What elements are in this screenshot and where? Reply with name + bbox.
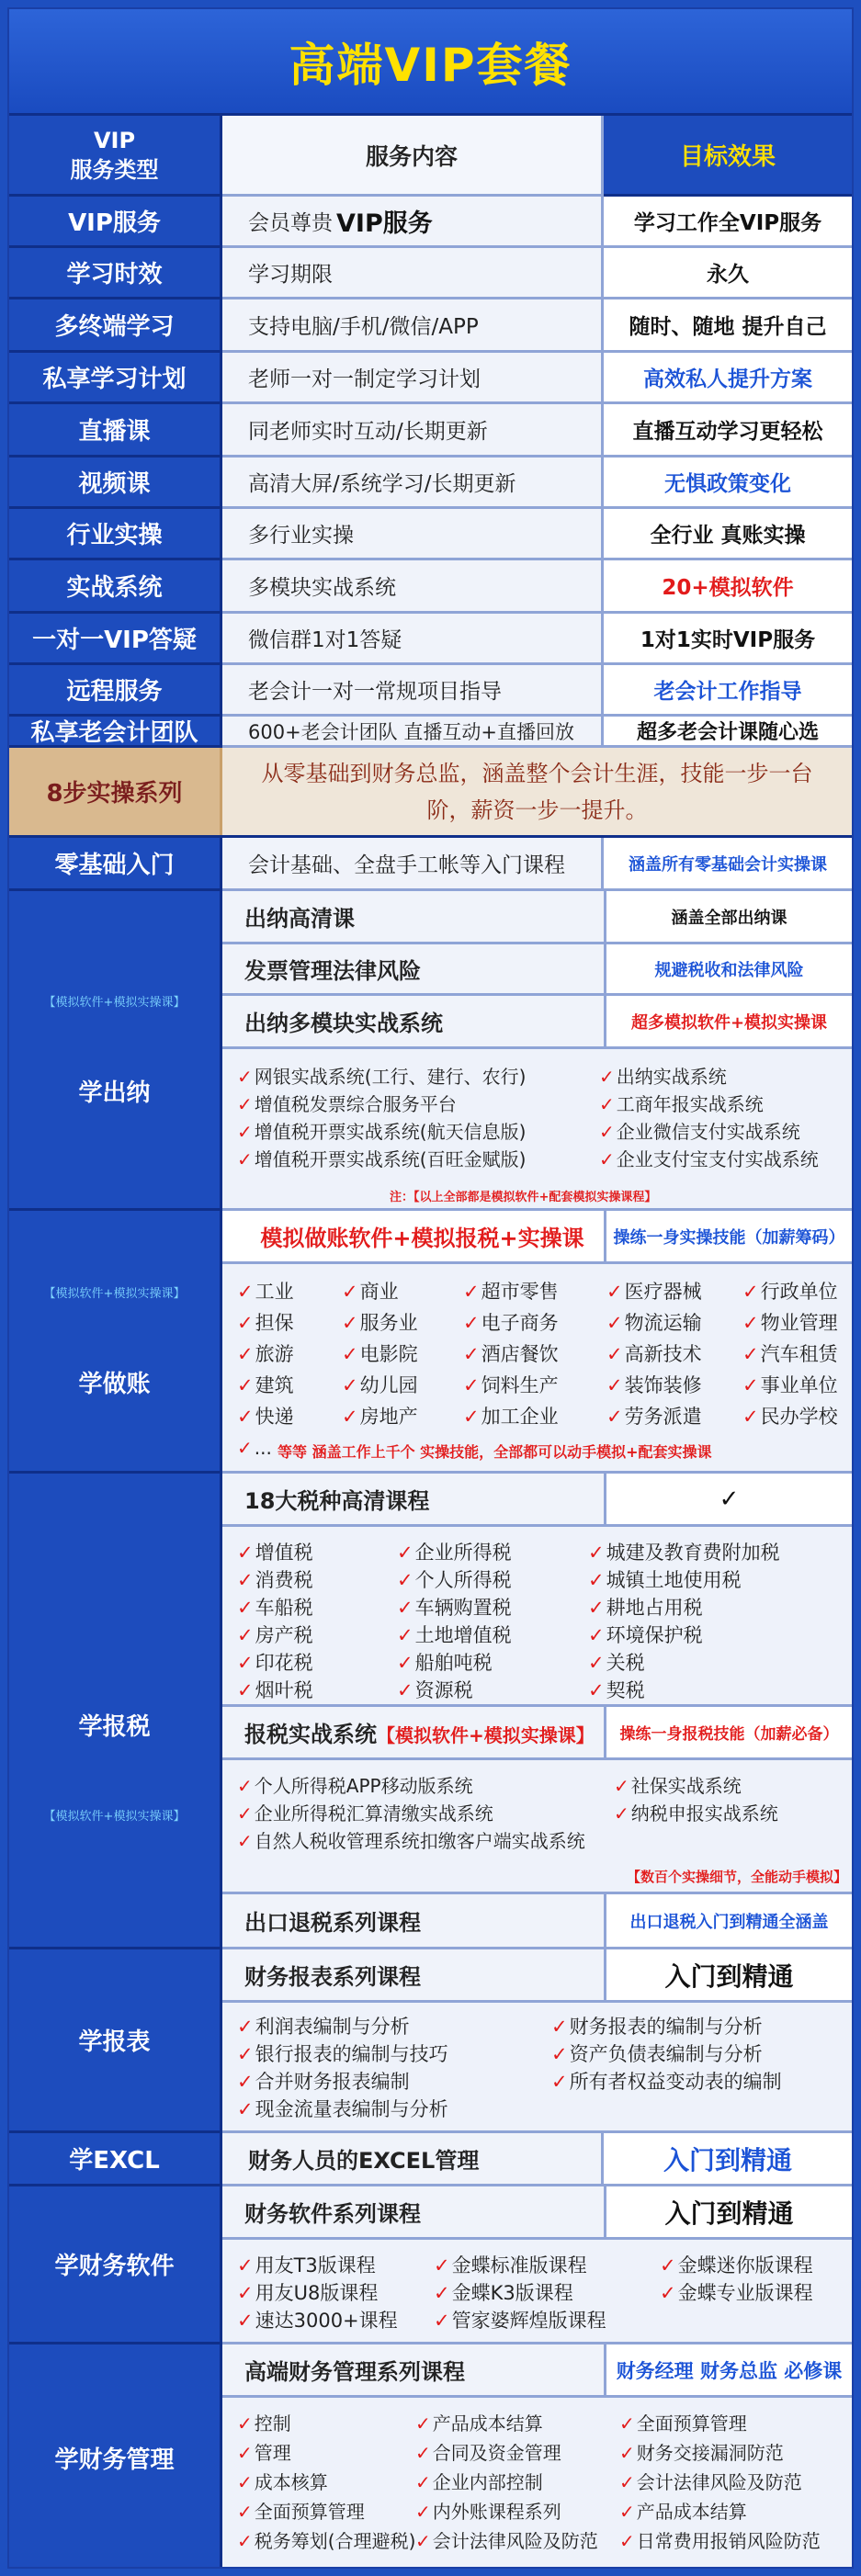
list-item: ✓劳务派遣	[606, 1406, 702, 1428]
row-category: 私享学习计划	[9, 353, 222, 404]
service-row	[9, 353, 852, 404]
row-service: 学习期限	[222, 248, 604, 299]
check-mark-icon: ✓	[342, 1343, 358, 1365]
check-mark-icon: ✓	[237, 2310, 254, 2332]
service-row	[9, 404, 852, 458]
service-row	[9, 458, 852, 509]
check-mark-icon: ✓	[551, 2043, 568, 2065]
line-title: 发票管理法律风险	[244, 958, 421, 984]
list-item: ✓民办学校	[742, 1406, 838, 1428]
list-item: ✓工业	[237, 1281, 294, 1303]
check-mark-icon: ✓	[237, 1542, 254, 1564]
check-mark-icon: ✓	[342, 1312, 358, 1334]
check-mark-icon: ✓	[415, 2442, 431, 2464]
section-category	[9, 891, 222, 1211]
list-item: ✓电子商务	[463, 1312, 559, 1334]
row-service: 微信群1对1答疑	[222, 614, 604, 665]
bookkeeping-items	[222, 1264, 852, 1474]
header-col-type-line2: 服务类型	[70, 156, 159, 183]
series-title: 8步实操系列	[9, 748, 222, 835]
list-item: ✓企业所得税	[397, 1542, 512, 1564]
cashier-note: 注：【以上全部都是模拟软件+配套模拟实操课程】	[390, 1191, 657, 1204]
service-row	[9, 248, 852, 299]
list-item: ✓ 控制	[237, 2412, 291, 2435]
check-mark-icon: ✓	[237, 1624, 254, 1646]
check-mark-icon: ✓	[742, 1343, 759, 1365]
check-mark-icon: ✓	[551, 2016, 568, 2038]
software-line-1	[222, 2186, 852, 2240]
section-tag: 【模拟软件+模拟实操课】	[43, 1286, 186, 1301]
section-tag: 【模拟软件+模拟实操课】	[43, 1809, 186, 1824]
check-mark-icon: ✓	[415, 2471, 431, 2493]
list-item: ✓建筑	[237, 1374, 294, 1396]
section-category	[9, 1474, 222, 1949]
tax-line-2	[222, 1707, 852, 1760]
section-management	[9, 2344, 852, 2569]
row-effect: 超多老会计课随心选	[604, 717, 852, 748]
check-mark-icon: ✓	[415, 2501, 431, 2523]
list-item: ✓物流运输	[606, 1312, 702, 1334]
check-mark-icon: ✓	[237, 1569, 254, 1591]
section-title: 学财务管理	[54, 2446, 175, 2474]
check-mark-icon: ✓	[599, 1066, 615, 1088]
header-col-effect: 目标效果	[604, 116, 852, 197]
cashier-line-3	[222, 996, 852, 1049]
row-effect: 直播互动学习更轻松	[604, 404, 852, 458]
row-effect: 随时、随地 提升自己	[604, 299, 852, 353]
check-mark-icon: ✓	[606, 1406, 623, 1428]
check-mark-icon: ✓	[742, 1281, 759, 1303]
check-mark-icon: ✓	[588, 1597, 605, 1619]
check-mark-icon: ✓	[237, 2412, 253, 2435]
header-col-type	[9, 116, 222, 197]
check-mark-icon: ✓	[237, 2254, 254, 2277]
row-category: 视频课	[9, 458, 222, 509]
check-mark-icon: ✓	[237, 2442, 253, 2464]
row-service: 老师一对一制定学习计划	[222, 353, 604, 404]
tax-system-items	[222, 1760, 852, 1894]
check-mark-icon: ✓	[606, 1343, 623, 1365]
row-service: 600+老会计团队 直播互动+直播回放	[222, 717, 604, 748]
check-mark-icon: ✓	[606, 1312, 623, 1334]
row-service: 支持电脑/手机/微信/APP	[222, 299, 604, 353]
row-category: 学习时效	[9, 248, 222, 299]
tax-line-1	[222, 1474, 852, 1527]
section-tag: 【模拟软件+模拟实操课】	[43, 995, 186, 1010]
list-item: ✓ 全面预算管理	[619, 2412, 747, 2435]
check-mark-icon: ✓	[415, 2412, 431, 2435]
row-service: 多模块实战系统	[222, 560, 604, 614]
list-item: ✓饲料生产	[463, 1374, 559, 1396]
line-title: 模拟做账软件+模拟报税+实操课	[260, 1226, 584, 1251]
list-item: ✓金蝶迷你版课程	[660, 2254, 813, 2277]
list-item: ✓环境保护税	[588, 1624, 703, 1646]
section-report	[9, 1949, 852, 2133]
check-mark-icon: ✓	[619, 2412, 635, 2435]
line-effect: 财务经理 财务总监 必修课	[604, 2344, 852, 2395]
list-item: ✓ 自然人税收管理系统扣缴客户端实战系统	[237, 1830, 585, 1852]
check-mark-icon: ✓	[599, 1148, 615, 1170]
list-item: ✓汽车租赁	[742, 1343, 838, 1365]
row-service: 财务人员的EXCEL管理	[222, 2133, 604, 2186]
row-service: 多行业实操	[222, 509, 604, 560]
section-title: 学报税	[78, 1712, 151, 1741]
check-mark-icon: ✓	[237, 1802, 253, 1825]
row-service: 会计基础、全盘手工帐等入门课程	[222, 838, 604, 891]
row-category: 学EXCL	[9, 2133, 222, 2186]
check-mark-icon: ✓	[237, 2501, 253, 2523]
list-item: ✓商业	[342, 1281, 399, 1303]
line-effect: 操练一身报税技能（加薪必备）	[604, 1707, 852, 1757]
cashier-line-1	[222, 891, 852, 944]
check-mark-icon: ✓	[237, 2016, 254, 2038]
list-item: ✓利润表编制与分析	[237, 2016, 410, 2038]
list-item: ✓城建及教育费附加税	[588, 1542, 780, 1564]
row-category: 行业实操	[9, 509, 222, 560]
series-banner	[9, 748, 852, 838]
row-category: 一对一VIP答疑	[9, 614, 222, 665]
list-item: ✓电影院	[342, 1343, 418, 1365]
check-mark-icon: ✓	[606, 1281, 623, 1303]
row-category: 私享老会计团队	[9, 717, 222, 748]
row-service: 同老师实时互动/长期更新	[222, 404, 604, 458]
check-mark-icon: ✓	[588, 1542, 605, 1564]
list-item: ✓金蝶K3版课程	[434, 2282, 573, 2304]
header-col-type-line1: VIP	[93, 127, 136, 153]
check-mark-icon: ✓	[237, 1121, 253, 1143]
section-title: 学做账	[78, 1370, 151, 1398]
line-title: 报税实战系统【模拟软件+模拟实操课】	[244, 1722, 595, 1747]
list-item: ✓ 增值税开票实战系统(航天信息版)	[237, 1121, 527, 1143]
list-item: ✓ 增值税发票综合服务平台	[237, 1093, 457, 1115]
check-mark-icon: ✓	[619, 2442, 635, 2464]
list-item: ✓ 纳税申报实战系统	[614, 1802, 778, 1825]
section-category	[9, 1211, 222, 1474]
section-title: 学报表	[78, 2028, 151, 2056]
check-mark-icon: ✓	[237, 1093, 253, 1115]
list-item: ✓ 会计法律风险及防范	[415, 2530, 598, 2552]
list-item: ✓增值税	[237, 1542, 313, 1564]
list-item: ✓ 财务交接漏洞防范	[619, 2442, 784, 2464]
row-category: 多终端学习	[9, 299, 222, 353]
check-mark-icon: ✓	[237, 1374, 254, 1396]
check-mark-icon: ✓	[463, 1406, 480, 1428]
list-item: ✓财务报表的编制与分析	[551, 2016, 763, 2038]
line-effect: 操练一身实操技能（加薪筹码）	[604, 1211, 852, 1261]
check-mark-icon: ✓	[588, 1679, 605, 1701]
line-title: 出纳高清课	[244, 906, 355, 932]
check-mark-icon: ✓	[397, 1652, 414, 1674]
section-title: 学出纳	[78, 1079, 151, 1107]
check-mark-icon: ✓	[619, 2501, 635, 2523]
check-mark-icon: ✓	[237, 1343, 254, 1365]
list-item: ✓ 日常费用报销风险防范	[619, 2530, 821, 2552]
page-title: 高端VIP套餐	[289, 38, 572, 92]
check-mark-icon: ✓	[463, 1281, 480, 1303]
series-description: 从零基础到财务总监，涵盖整个会计生涯，技能一步一台阶，薪资一步一提升。	[222, 748, 852, 835]
service-row	[9, 717, 852, 748]
bookkeeping-note: 等等 涵盖工作上千个 实操技能，全部都可以动手模拟+配套实操课	[278, 1443, 712, 1461]
list-item: ✓ 增值税开票实战系统(百旺金赋版)	[237, 1148, 527, 1170]
list-item: ✓医疗器械	[606, 1281, 702, 1303]
tax-note: 【数百个实操细节，全能动手模拟】	[627, 1869, 848, 1885]
row-effect: 无惧政策变化	[604, 458, 852, 509]
list-item: ✓契税	[588, 1679, 645, 1701]
line-effect: 入门到精通	[604, 2186, 852, 2237]
row-effect: 1对1实时VIP服务	[604, 614, 852, 665]
line-effect: 超多模拟软件+模拟实操课	[604, 996, 852, 1046]
section-cashier	[9, 891, 852, 1211]
row-service: 老会计一对一常规项目指导	[222, 665, 604, 717]
list-item: ✓用友T3版课程	[237, 2254, 376, 2277]
tax-line-3	[222, 1894, 852, 1949]
check-mark-icon: ✓	[463, 1343, 480, 1365]
list-item: ✓行政单位	[742, 1281, 838, 1303]
list-item: ✓消费税	[237, 1569, 313, 1591]
list-item: ✓印花税	[237, 1652, 313, 1674]
list-item: ✓用友U8版课程	[237, 2282, 379, 2304]
row-zero-basics	[9, 838, 852, 891]
check-mark-icon: ✓	[742, 1406, 759, 1428]
check-mark-icon: ✓	[237, 1830, 253, 1852]
section-category	[9, 2344, 222, 2569]
check-mark-icon: ✓	[742, 1312, 759, 1334]
cashier-line-2	[222, 944, 852, 996]
report-items	[222, 2003, 852, 2133]
line-effect: 涵盖全部出纳课	[604, 891, 852, 942]
check-mark-icon: ✓	[434, 2254, 450, 2277]
management-line-1	[222, 2344, 852, 2398]
check-mark-icon: ✓	[237, 1281, 254, 1303]
line-title: 高端财务管理系列课程	[244, 2359, 465, 2385]
list-item: ✓物业管理	[742, 1312, 838, 1334]
row-service: 会员尊贵 VIP服务	[222, 197, 604, 248]
header-col-content: 服务内容	[222, 116, 604, 197]
check-mark-icon: ✓	[742, 1374, 759, 1396]
list-item: ✓个人所得税	[397, 1569, 512, 1591]
check-mark-icon: ✓	[660, 2282, 676, 2304]
list-item: ✓ 成本核算	[237, 2471, 328, 2493]
list-item: ✓金蝶标准版课程	[434, 2254, 587, 2277]
list-item: ✓管家婆辉煌版课程	[434, 2310, 606, 2332]
list-item: ✓担保	[237, 1312, 294, 1334]
list-item: ✓房产税	[237, 1624, 313, 1646]
list-item: ✓ 产品成本结算	[619, 2501, 747, 2523]
check-mark-icon: ✓	[588, 1624, 605, 1646]
check-mark-icon: ✓	[463, 1374, 480, 1396]
list-item: ✓资源税	[397, 1679, 473, 1701]
list-item: ✓超市零售	[463, 1281, 559, 1303]
list-item: ✓旅游	[237, 1343, 294, 1365]
service-row	[9, 197, 852, 248]
list-item: ✓事业单位	[742, 1374, 838, 1396]
check-mark-icon: ✓	[397, 1679, 414, 1701]
row-category: 远程服务	[9, 665, 222, 717]
section-software	[9, 2186, 852, 2344]
check-mark-icon: ✓	[397, 1624, 414, 1646]
section-bookkeeping	[9, 1211, 852, 1474]
row-effect: 老会计工作指导	[604, 665, 852, 717]
list-item: ✓ 工商年报实战系统	[599, 1093, 764, 1115]
bookkeeping-line-1	[222, 1211, 852, 1264]
service-row	[9, 614, 852, 665]
list-item: ✓ 企业微信支付实战系统	[599, 1121, 800, 1143]
check-mark-icon: ✓	[237, 2471, 253, 2493]
row-effect: 入门到精通	[604, 2133, 852, 2186]
check-mark-icon: ✓	[237, 1597, 254, 1619]
service-row	[9, 299, 852, 353]
bookkeeping-more-mark: ✓ ...	[237, 1437, 272, 1459]
service-row	[9, 665, 852, 717]
check-mark-icon: ✓	[604, 1474, 852, 1524]
check-mark-icon: ✓	[237, 1652, 254, 1674]
list-item: ✓资产负债表编制与分析	[551, 2043, 763, 2065]
row-effect: 20+模拟软件	[604, 560, 852, 614]
check-mark-icon: ✓	[434, 2282, 450, 2304]
list-item: ✓所有者权益变动表的编制	[551, 2071, 782, 2093]
check-mark-icon: ✓	[463, 1312, 480, 1334]
line-title: 财务报表系列课程	[244, 1964, 421, 1990]
list-item: ✓车船税	[237, 1597, 313, 1619]
tax-items	[222, 1527, 852, 1707]
check-mark-icon: ✓	[599, 1093, 615, 1115]
line-title: 财务软件系列课程	[244, 2201, 421, 2227]
row-effect: 高效私人提升方案	[604, 353, 852, 404]
check-mark-icon: ✓	[397, 1597, 414, 1619]
check-mark-icon: ✓	[606, 1374, 623, 1396]
list-item: ✓ 企业所得税汇算清缴实战系统	[237, 1802, 493, 1825]
list-item: ✓现金流量表编制与分析	[237, 2098, 448, 2120]
list-item: ✓ 管理	[237, 2442, 291, 2464]
service-row	[9, 509, 852, 560]
section-title: 学财务软件	[54, 2253, 175, 2280]
list-item: ✓ 产品成本结算	[415, 2412, 543, 2435]
row-excel	[9, 2133, 852, 2186]
list-item: ✓酒店餐饮	[463, 1343, 559, 1365]
list-item: ✓ 全面预算管理	[237, 2501, 365, 2523]
list-item: ✓银行报表的编制与技巧	[237, 2043, 448, 2065]
check-mark-icon: ✓	[397, 1542, 414, 1564]
section-tax	[9, 1474, 852, 1949]
line-title: 18大税种高清课程	[244, 1488, 430, 1514]
list-item: ✓船舶吨税	[397, 1652, 493, 1674]
row-effect: 永久	[604, 248, 852, 299]
check-mark-icon: ✓	[588, 1652, 605, 1674]
list-item: ✓ 社保实战系统	[614, 1775, 742, 1797]
list-item: ✓装饰装修	[606, 1374, 702, 1396]
check-mark-icon: ✓	[342, 1374, 358, 1396]
vip-package-sheet	[7, 7, 854, 2569]
list-item: ✓车辆购置税	[397, 1597, 512, 1619]
check-mark-icon: ✓	[237, 2282, 254, 2304]
list-item: ✓合并财务报表编制	[237, 2071, 410, 2093]
list-item: ✓耕地占用税	[588, 1597, 703, 1619]
row-effect: 涵盖所有零基础会计实操课	[604, 838, 852, 891]
list-item: ✓ 个人所得税APP移动版系统	[237, 1775, 473, 1797]
list-item: ✓ 会计法律风险及防范	[619, 2471, 802, 2493]
list-item: ✓ 网银实战系统(工行、建行、农行)	[237, 1066, 527, 1088]
row-effect: 全行业 真账实操	[604, 509, 852, 560]
check-mark-icon: ✓	[397, 1569, 414, 1591]
report-line-1	[222, 1949, 852, 2003]
list-item: ✓ 企业支付宝支付实战系统	[599, 1148, 819, 1170]
check-mark-icon: ✓	[237, 1775, 253, 1797]
service-row	[9, 560, 852, 614]
check-mark-icon: ✓	[237, 2098, 254, 2120]
check-mark-icon: ✓	[342, 1281, 358, 1303]
check-mark-icon: ✓	[415, 2530, 431, 2552]
check-mark-icon: ✓	[619, 2530, 635, 2552]
list-item: ✓ 税务筹划(合理避税)	[237, 2530, 416, 2552]
row-category: 直播课	[9, 404, 222, 458]
check-mark-icon: ✓	[599, 1121, 615, 1143]
list-item: ✓加工企业	[463, 1406, 559, 1428]
check-mark-icon: ✓	[434, 2310, 450, 2332]
line-title: 出纳多模块实战系统	[244, 1011, 443, 1036]
list-item: ✓服务业	[342, 1312, 418, 1334]
software-items	[222, 2240, 852, 2344]
row-effect: 学习工作全VIP服务	[604, 197, 852, 248]
line-effect: 入门到精通	[604, 1949, 852, 2000]
row-category: 实战系统	[9, 560, 222, 614]
check-mark-icon: ✓	[237, 2530, 253, 2552]
list-item: ✓快递	[237, 1406, 294, 1428]
row-category: VIP服务	[9, 197, 222, 248]
check-mark-icon: ✓	[237, 1148, 253, 1170]
list-item: ✓ 内外账课程系列	[415, 2501, 561, 2523]
list-item: ✓烟叶税	[237, 1679, 313, 1701]
list-item: ✓关税	[588, 1652, 645, 1674]
check-mark-icon: ✓	[237, 1312, 254, 1334]
line-effect: 规避税收和法律风险	[604, 944, 852, 993]
line-effect: 出口退税入门到精通全涵盖	[604, 1894, 852, 1947]
list-item: ✓幼儿园	[342, 1374, 418, 1396]
list-item: ✓ 企业内部控制	[415, 2471, 543, 2493]
list-item: ✓土地增值税	[397, 1624, 512, 1646]
check-mark-icon: ✓	[614, 1802, 629, 1825]
check-mark-icon: ✓	[237, 2071, 254, 2093]
line-title: 出口退税系列课程	[244, 1910, 421, 1936]
list-item: ✓高新技术	[606, 1343, 702, 1365]
check-mark-icon: ✓	[237, 1406, 254, 1428]
list-item: ✓ 合同及资金管理	[415, 2442, 561, 2464]
management-items	[222, 2398, 852, 2569]
check-mark-icon: ✓	[551, 2071, 568, 2093]
cashier-items	[222, 1049, 852, 1211]
list-item: ✓速达3000+课程	[237, 2310, 398, 2332]
header-row	[9, 116, 852, 197]
list-item: ✓金蝶专业版课程	[660, 2282, 813, 2304]
list-item: ✓房地产	[342, 1406, 418, 1428]
row-service: 高清大屏/系统学习/长期更新	[222, 458, 604, 509]
title-bar	[9, 9, 852, 116]
check-mark-icon: ✓	[660, 2254, 676, 2277]
check-mark-icon: ✓	[237, 1679, 254, 1701]
check-mark-icon: ✓	[588, 1569, 605, 1591]
row-category: 零基础入门	[9, 838, 222, 891]
section-category	[9, 1949, 222, 2133]
check-mark-icon: ✓	[342, 1406, 358, 1428]
list-item: ✓ 出纳实战系统	[599, 1066, 727, 1088]
check-mark-icon: ✓	[237, 1066, 253, 1088]
check-mark-icon: ✓	[614, 1775, 629, 1797]
section-category	[9, 2186, 222, 2344]
list-item: ✓城镇土地使用税	[588, 1569, 742, 1591]
check-mark-icon: ✓	[237, 2043, 254, 2065]
check-mark-icon: ✓	[619, 2471, 635, 2493]
